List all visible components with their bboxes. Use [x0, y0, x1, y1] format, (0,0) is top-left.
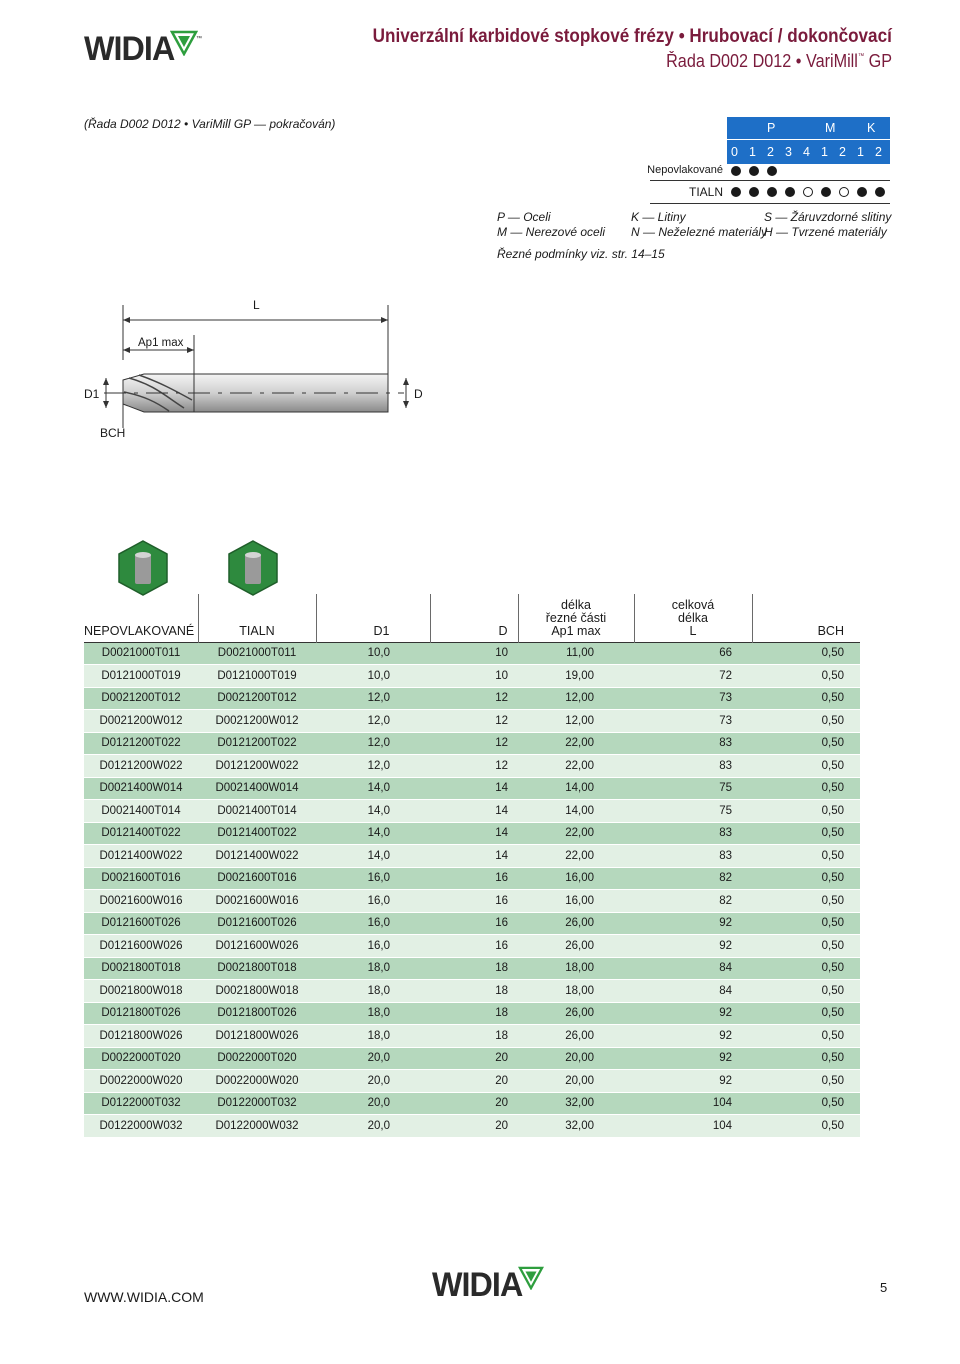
footer-logo-text: WIDIA [432, 1266, 523, 1304]
cell-bch: 0,50 [752, 822, 860, 845]
cell-ap1: 22,00 [518, 732, 634, 755]
cell-d: 18 [430, 980, 518, 1003]
cell-uncoated: D0021000T011 [84, 642, 198, 665]
cell-uncoated: D0121200W022 [84, 755, 198, 778]
cell-tialn: D0121400W022 [198, 845, 316, 868]
cell-l: 104 [634, 1115, 752, 1138]
cell-d: 10 [430, 665, 518, 688]
cell-ap1: 26,00 [518, 912, 634, 935]
cell-d: 12 [430, 732, 518, 755]
mat-num-0: 0 [731, 145, 738, 159]
cell-d1: 20,0 [316, 1092, 430, 1115]
legend-n: N — Neželezné materiály [631, 225, 768, 239]
cell-d: 20 [430, 1092, 518, 1115]
cell-l: 75 [634, 800, 752, 823]
footer-logo [432, 1266, 542, 1306]
table-row [84, 665, 860, 688]
filled-dot-icon [821, 187, 831, 197]
cell-ap1: 26,00 [518, 1025, 634, 1048]
trademark-mark: ™ [196, 36, 202, 42]
cell-d1: 12,0 [316, 732, 430, 755]
cell-bch: 0,50 [752, 867, 860, 890]
table-row [84, 1002, 860, 1025]
cell-ap1: 20,00 [518, 1070, 634, 1093]
material-row-label-tialn: TIALN [688, 185, 723, 199]
cell-uncoated: D0121400W022 [84, 845, 198, 868]
cell-bch: 0,50 [752, 935, 860, 958]
cell-d1: 16,0 [316, 935, 430, 958]
cell-l: 92 [634, 1070, 752, 1093]
filled-dot-icon [731, 187, 741, 197]
uncoated-hexagon-icon [118, 540, 168, 596]
header-l-l2: délka [678, 610, 708, 625]
cell-d1: 10,0 [316, 665, 430, 688]
mat-num-3: 3 [785, 145, 792, 159]
material-row-divider-2 [650, 203, 890, 204]
cell-uncoated: D0022000T020 [84, 1047, 198, 1070]
cell-d: 18 [430, 1002, 518, 1025]
cell-d1: 14,0 [316, 800, 430, 823]
cell-uncoated: D0021200T012 [84, 687, 198, 710]
cell-ap1: 32,00 [518, 1115, 634, 1138]
table-row [84, 687, 860, 710]
cell-l: 92 [634, 1002, 752, 1025]
cell-d: 14 [430, 822, 518, 845]
cell-d1: 16,0 [316, 867, 430, 890]
cell-bch: 0,50 [752, 687, 860, 710]
dim-l-label: L [253, 298, 260, 312]
header-l [634, 594, 752, 642]
cell-d1: 20,0 [316, 1115, 430, 1138]
header-tialn: TIALN [198, 594, 316, 642]
header-l-l1: celková [671, 597, 715, 612]
cell-tialn: D0121600W026 [198, 935, 316, 958]
dim-ap1-label: Ap1 max [138, 337, 184, 349]
cell-tialn: D0121000T019 [198, 665, 316, 688]
cell-l: 82 [634, 867, 752, 890]
table-row [84, 980, 860, 1003]
table-row [84, 800, 860, 823]
cell-l: 84 [634, 957, 752, 980]
cell-tialn: D0121800T026 [198, 1002, 316, 1025]
table-row [84, 845, 860, 868]
cell-uncoated: D0121800T026 [84, 1002, 198, 1025]
table-row [84, 912, 860, 935]
cell-ap1: 16,00 [518, 867, 634, 890]
cell-uncoated: D0021600W016 [84, 890, 198, 913]
cell-d1: 10,0 [316, 642, 430, 665]
cell-ap1: 26,00 [518, 935, 634, 958]
cell-ap1: 18,00 [518, 980, 634, 1003]
cell-l: 83 [634, 822, 752, 845]
header-uncoated: NEPOVLAKOVANÉ [84, 623, 195, 638]
material-row-label-uncoated: Nepovlakované [647, 164, 723, 176]
cell-ap1: 16,00 [518, 890, 634, 913]
dim-d-label: D [414, 387, 423, 401]
cell-d: 14 [430, 845, 518, 868]
table-row [84, 1092, 860, 1115]
table-row [84, 1025, 860, 1048]
cell-uncoated: D0121600W026 [84, 935, 198, 958]
cell-tialn: D0021400W014 [198, 777, 316, 800]
cell-uncoated: D0121800W026 [84, 1025, 198, 1048]
cell-ap1: 12,00 [518, 710, 634, 733]
table-row [84, 957, 860, 980]
cell-uncoated: D0021800W018 [84, 980, 198, 1003]
header-logo [84, 30, 202, 70]
filled-dot-icon [767, 187, 777, 197]
cell-l: 66 [634, 642, 752, 665]
cell-d: 12 [430, 710, 518, 733]
header-ap1 [518, 594, 634, 642]
header-logo-text: WIDIA [84, 30, 175, 68]
cell-d: 16 [430, 890, 518, 913]
cell-uncoated: D0122000T032 [84, 1092, 198, 1115]
filled-dot-icon [785, 187, 795, 197]
cell-bch: 0,50 [752, 710, 860, 733]
table-row [84, 1047, 860, 1070]
cell-d: 14 [430, 800, 518, 823]
cell-l: 82 [634, 890, 752, 913]
group-k: K [867, 121, 876, 135]
cell-uncoated: D0022000W020 [84, 1070, 198, 1093]
mat-num-6: 2 [839, 145, 846, 159]
dim-d1-label: D1 [84, 387, 100, 401]
cell-ap1: 18,00 [518, 957, 634, 980]
page-title: Univerzální karbidové stopkové frézy • Hrubovací / dokončovací [372, 26, 892, 47]
cell-bch: 0,50 [752, 1025, 860, 1048]
cell-l: 104 [634, 1092, 752, 1115]
cell-bch: 0,50 [752, 890, 860, 913]
cell-tialn: D0121400T022 [198, 822, 316, 845]
cell-ap1: 14,00 [518, 800, 634, 823]
legend-m: M — Nerezové oceli [497, 225, 606, 239]
cell-bch: 0,50 [752, 1092, 860, 1115]
cell-tialn: D0021200T012 [198, 687, 316, 710]
header-l-l3: L [689, 623, 697, 638]
tialn-hexagon-icon [228, 540, 278, 596]
cell-d: 16 [430, 935, 518, 958]
widia-mark-icon [170, 30, 198, 56]
cell-tialn: D0021200W012 [198, 710, 316, 733]
table-row [84, 1070, 860, 1093]
cell-l: 92 [634, 912, 752, 935]
continuation-note: (Řada D002 D012 • VariMill GP — pokračován) [84, 117, 336, 131]
header-ap1-l1: délka [561, 597, 591, 612]
cell-d1: 14,0 [316, 777, 430, 800]
cell-bch: 0,50 [752, 1002, 860, 1025]
legend-p: P — Oceli [497, 210, 551, 224]
cell-l: 83 [634, 732, 752, 755]
cell-d: 20 [430, 1047, 518, 1070]
cell-bch: 0,50 [752, 642, 860, 665]
cell-d: 16 [430, 867, 518, 890]
cutting-conditions-note: Řezné podmínky viz. str. 14–15 [497, 247, 665, 261]
filled-dot-icon [749, 166, 759, 176]
cell-uncoated: D0122000W032 [84, 1115, 198, 1138]
cell-l: 92 [634, 1047, 752, 1070]
table-row [84, 710, 860, 733]
cell-l: 92 [634, 1025, 752, 1048]
cell-d1: 18,0 [316, 1002, 430, 1025]
table-row [84, 1115, 860, 1138]
cell-uncoated: D0021200W012 [84, 710, 198, 733]
cell-uncoated: D0021600T016 [84, 867, 198, 890]
table-header-row [84, 594, 860, 642]
cell-d: 18 [430, 957, 518, 980]
cell-ap1: 20,00 [518, 1047, 634, 1070]
group-m: M [825, 121, 836, 135]
material-numbers-row [727, 139, 890, 164]
cell-d1: 12,0 [316, 710, 430, 733]
cell-bch: 0,50 [752, 845, 860, 868]
cell-bch: 0,50 [752, 912, 860, 935]
cell-d: 16 [430, 912, 518, 935]
cell-d1: 16,0 [316, 890, 430, 913]
material-groups-row [727, 117, 890, 139]
cell-tialn: D0121800W026 [198, 1025, 316, 1048]
cell-d1: 12,0 [316, 755, 430, 778]
filled-dot-icon [875, 187, 885, 197]
table-row [84, 732, 860, 755]
cell-tialn: D0021800W018 [198, 980, 316, 1003]
cell-d1: 14,0 [316, 845, 430, 868]
cell-ap1: 22,00 [518, 822, 634, 845]
cell-ap1: 19,00 [518, 665, 634, 688]
filled-dot-icon [749, 187, 759, 197]
mat-num-4: 4 [803, 145, 810, 159]
legend-h: H — Tvrzené materiály [764, 225, 887, 239]
cell-d: 10 [430, 642, 518, 665]
header-bch: BCH [752, 594, 860, 642]
subtitle-end: GP [864, 51, 892, 71]
cell-tialn: D0122000W032 [198, 1115, 316, 1138]
cell-uncoated: D0121200T022 [84, 732, 198, 755]
end-mill-drawing [84, 290, 444, 450]
cell-d: 18 [430, 1025, 518, 1048]
cell-d: 14 [430, 777, 518, 800]
widia-mark-icon [518, 1266, 544, 1290]
cell-tialn: D0021600T016 [198, 867, 316, 890]
cell-bch: 0,50 [752, 777, 860, 800]
header-ap1-l2: řezné části [545, 610, 607, 625]
cell-l: 83 [634, 755, 752, 778]
legend-s: S — Žáruvzdorné slitiny [764, 210, 892, 224]
cell-tialn: D0121600T026 [198, 912, 316, 935]
cell-tialn: D0021600W016 [198, 890, 316, 913]
material-table [727, 117, 890, 164]
mat-num-7: 1 [857, 145, 864, 159]
cell-uncoated: D0121400T022 [84, 822, 198, 845]
product-table [84, 594, 860, 1138]
cell-bch: 0,50 [752, 755, 860, 778]
cell-uncoated: D0021400W014 [84, 777, 198, 800]
cell-uncoated: D0121000T019 [84, 665, 198, 688]
header-d1: D1 [316, 594, 430, 642]
filled-dot-icon [857, 187, 867, 197]
cell-tialn: D0122000T032 [198, 1092, 316, 1115]
cell-ap1: 32,00 [518, 1092, 634, 1115]
open-dot-icon [839, 187, 849, 197]
subtitle-main: Řada D002 D012 • VariMill [666, 51, 858, 71]
filled-dot-icon [731, 166, 741, 176]
group-p: P [767, 121, 776, 135]
cell-d1: 14,0 [316, 822, 430, 845]
page-number: 5 [880, 1280, 888, 1295]
cell-ap1: 11,00 [518, 642, 634, 665]
cell-bch: 0,50 [752, 665, 860, 688]
cell-l: 83 [634, 845, 752, 868]
cell-d: 12 [430, 687, 518, 710]
mat-num-2: 2 [767, 145, 774, 159]
cell-d: 12 [430, 755, 518, 778]
cell-uncoated: D0121600T026 [84, 912, 198, 935]
cell-d: 20 [430, 1070, 518, 1093]
dim-bch-label: BCH [100, 426, 126, 440]
cell-d1: 18,0 [316, 957, 430, 980]
cell-ap1: 22,00 [518, 845, 634, 868]
cell-ap1: 22,00 [518, 755, 634, 778]
table-row [84, 777, 860, 800]
cell-uncoated: D0021800T018 [84, 957, 198, 980]
cell-tialn: D0121200T022 [198, 732, 316, 755]
cell-d1: 16,0 [316, 912, 430, 935]
cell-l: 75 [634, 777, 752, 800]
cell-d1: 18,0 [316, 1025, 430, 1048]
cell-l: 92 [634, 935, 752, 958]
cell-bch: 0,50 [752, 800, 860, 823]
cell-bch: 0,50 [752, 957, 860, 980]
cell-bch: 0,50 [752, 1047, 860, 1070]
cell-d1: 18,0 [316, 980, 430, 1003]
cell-d1: 12,0 [316, 687, 430, 710]
material-row-divider [650, 180, 890, 181]
cell-d: 20 [430, 1115, 518, 1138]
table-row [84, 822, 860, 845]
cell-d1: 20,0 [316, 1047, 430, 1070]
legend-k: K — Litiny [631, 210, 686, 224]
table-row [84, 890, 860, 913]
cell-tialn: D0022000W020 [198, 1070, 316, 1093]
cell-l: 73 [634, 687, 752, 710]
table-row [84, 867, 860, 890]
cell-l: 73 [634, 710, 752, 733]
cell-l: 84 [634, 980, 752, 1003]
cell-tialn: D0021400T014 [198, 800, 316, 823]
footer-url[interactable]: WWW.WIDIA.COM [84, 1289, 204, 1305]
cell-bch: 0,50 [752, 1115, 860, 1138]
mat-num-5: 1 [821, 145, 828, 159]
open-dot-icon [803, 187, 813, 197]
mat-num-1: 1 [749, 145, 756, 159]
cell-d1: 20,0 [316, 1070, 430, 1093]
cell-ap1: 14,00 [518, 777, 634, 800]
header-d: D [430, 594, 518, 642]
cell-l: 72 [634, 665, 752, 688]
cell-bch: 0,50 [752, 980, 860, 1003]
cell-bch: 0,50 [752, 1070, 860, 1093]
cell-bch: 0,50 [752, 732, 860, 755]
table-row [84, 642, 860, 665]
filled-dot-icon [767, 166, 777, 176]
page-subtitle [666, 51, 892, 72]
header-ap1-l3: Ap1 max [551, 623, 601, 638]
table-row [84, 755, 860, 778]
cell-tialn: D0121200W022 [198, 755, 316, 778]
cell-ap1: 26,00 [518, 1002, 634, 1025]
cell-tialn: D0021000T011 [198, 642, 316, 665]
cell-ap1: 12,00 [518, 687, 634, 710]
mat-num-8: 2 [875, 145, 882, 159]
subtitle-tm: ™ [857, 53, 865, 60]
cell-tialn: D0021800T018 [198, 957, 316, 980]
cell-uncoated: D0021400T014 [84, 800, 198, 823]
table-row [84, 935, 860, 958]
cell-tialn: D0022000T020 [198, 1047, 316, 1070]
